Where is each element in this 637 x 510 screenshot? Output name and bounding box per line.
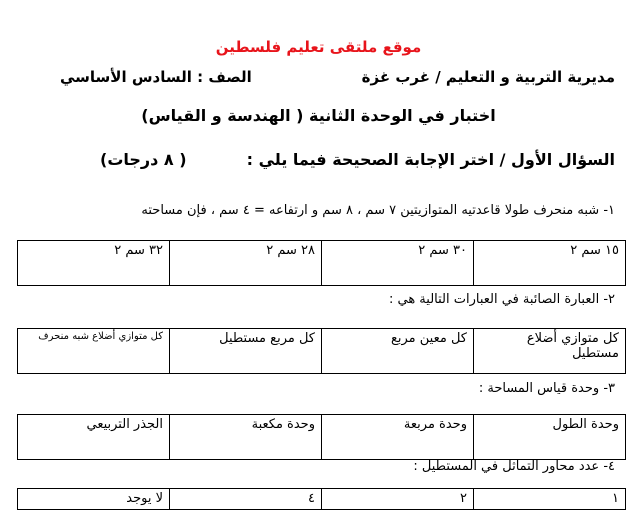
grade-label: الصف : السادس الأساسي: [60, 68, 252, 86]
option-2d[interactable]: كل متوازي أضلاع شبه منحرف: [18, 329, 170, 374]
site-name: موقع ملتقى تعليم فلسطين: [215, 38, 422, 56]
option-4c[interactable]: ٤: [170, 489, 322, 510]
question-1-options: [17, 240, 626, 286]
option-1c[interactable]: ٢٨ سم ٢: [170, 241, 322, 286]
option-4b[interactable]: ٢: [322, 489, 474, 510]
option-3d[interactable]: الجذر التربيعي: [18, 415, 170, 460]
question-3-options: [17, 414, 626, 460]
option-1d[interactable]: ٣٢ سم ٢: [18, 241, 170, 286]
option-2c[interactable]: كل مربع مستطيل: [170, 329, 322, 374]
section-heading: السؤال الأول / اختر الإجابة الصحيحة فيما يلي :: [246, 150, 615, 169]
exam-title: اختبار في الوحدة الثانية ( الهندسة و القياس): [141, 106, 496, 125]
option-3b[interactable]: وحدة مربعة: [322, 415, 474, 460]
option-4d[interactable]: لا يوجد: [18, 489, 170, 510]
option-3c[interactable]: وحدة مكعبة: [170, 415, 322, 460]
section-marks: ( ٨ درجات): [100, 150, 187, 169]
question-4-text: ٤- عدد محاور التماثل في المستطيل :: [413, 459, 615, 474]
question-2-text: ٢- العبارة الصائبة في العبارات التالية هي :: [388, 292, 615, 307]
option-4a[interactable]: ١: [474, 489, 626, 510]
question-4-options: [17, 488, 626, 510]
question-1-text: ١- شبه منحرف طولا قاعدتيه المتوازيتين ٧ سم ، ٨ سم و ارتفاعه = ٤ سم ، فإن مساحته: [141, 203, 615, 218]
option-3a[interactable]: وحدة الطول: [474, 415, 626, 460]
directorate-label: مديرية التربية و التعليم / غرب غزة: [361, 68, 615, 86]
option-2b[interactable]: كل معين مربع: [322, 329, 474, 374]
option-2a[interactable]: كل متوازي أضلاع مستطيل: [474, 329, 626, 374]
question-2-options: [17, 328, 626, 374]
option-1b[interactable]: ٣٠ سم ٢: [322, 241, 474, 286]
question-3-text: ٣- وحدة قياس المساحة :: [478, 381, 615, 396]
option-1a[interactable]: ١٥ سم ٢: [474, 241, 626, 286]
